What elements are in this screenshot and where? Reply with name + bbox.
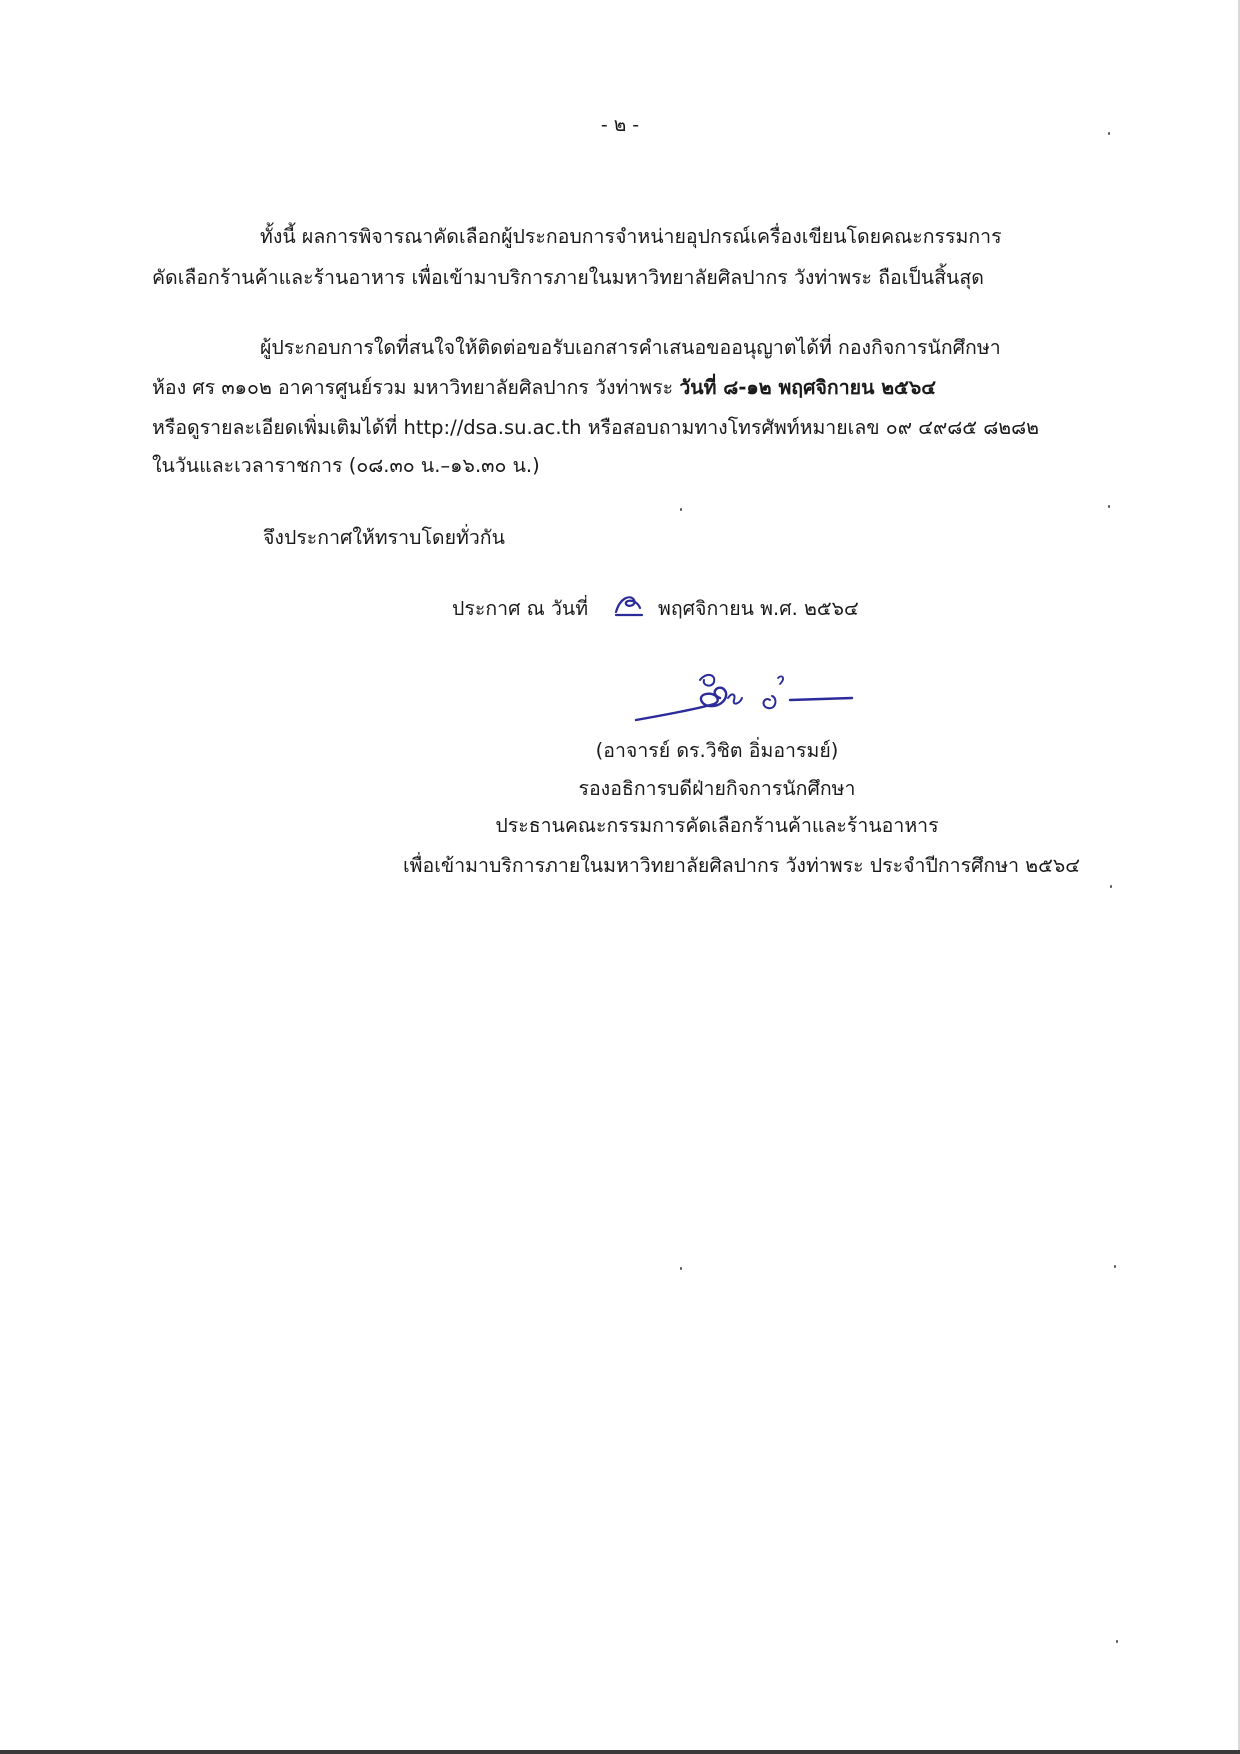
date-range-bold: วันที่ ๘-๑๒ พฤศจิกายน ๒๕๖๔	[679, 376, 936, 399]
scan-edge-bottom	[0, 1750, 1240, 1754]
signature-mark	[630, 668, 860, 728]
scan-speck	[1108, 505, 1110, 508]
scan-speck	[1110, 885, 1112, 888]
signatory-position-3: เพื่อเข้ามาบริการภายในมหาวิทยาลัยศิลปากร วังท่าพระ ประจำปีการศึกษา ๒๕๖๔	[402, 854, 1080, 877]
signatory-name: (อาจารย์ ดร.วิชิต อิ่มอารมย์)	[595, 739, 839, 762]
announcement-date-prefix: ประกาศ ณ วันที่	[452, 597, 589, 620]
scan-speck	[680, 508, 682, 511]
scan-speck	[680, 1267, 682, 1270]
paragraph-2-line-2	[152, 373, 936, 403]
page-number: - ๒ -	[600, 114, 640, 136]
closing-statement: จึงประกาศให้ทราบโดยทั่วกัน	[263, 526, 505, 549]
scan-speck	[1108, 132, 1110, 135]
scan-speck	[1116, 1640, 1118, 1643]
paragraph-2-line-1: ผู้ประกอบการใดที่สนใจให้ติดต่อขอรับเอกสารคำเสนอขออนุญาตได้ที่ กองกิจการนักศึกษา	[260, 336, 1001, 359]
announcement-date-suffix: พฤศจิกายน พ.ศ. ๒๕๖๔	[658, 597, 859, 620]
room-location-text: ห้อง ศร ๓๑๐๒ อาคารศูนย์รวม มหาวิทยาลัยศิลปากร วังท่าพระ	[152, 376, 680, 399]
paragraph-1-line-2: คัดเลือกร้านค้าและร้านอาหาร เพื่อเข้ามาบริการภายในมหาวิทยาลัยศิลปากร วังท่าพระ ถือเป็นสิ้นสุด	[152, 266, 984, 289]
paragraph-2-line-3: หรือดูรายละเอียดเพิ่มเติมได้ที่ http://dsa.su.ac.th หรือสอบถามทางโทรศัพท์หมายเลข ๐๙ ๔๙๘๕ ๘๒๘๒	[152, 416, 1040, 439]
handwritten-day-mark	[612, 588, 646, 622]
scan-speck	[1114, 1265, 1116, 1268]
signatory-position-1: รองอธิการบดีฝ่ายกิจการนักศึกษา	[578, 777, 856, 800]
paragraph-2-line-4: ในวันและเวลาราชการ (๐๘.๓๐ น.–๑๖.๓๐ น.)	[152, 454, 540, 477]
signatory-position-2: ประธานคณะกรรมการคัดเลือกร้านค้าและร้านอาหาร	[495, 814, 939, 837]
paragraph-1-line-1: ทั้งนี้ ผลการพิจารณาคัดเลือกผู้ประกอบการจำหน่ายอุปกรณ์เครื่องเขียนโดยคณะกรรมการ	[260, 225, 1002, 248]
